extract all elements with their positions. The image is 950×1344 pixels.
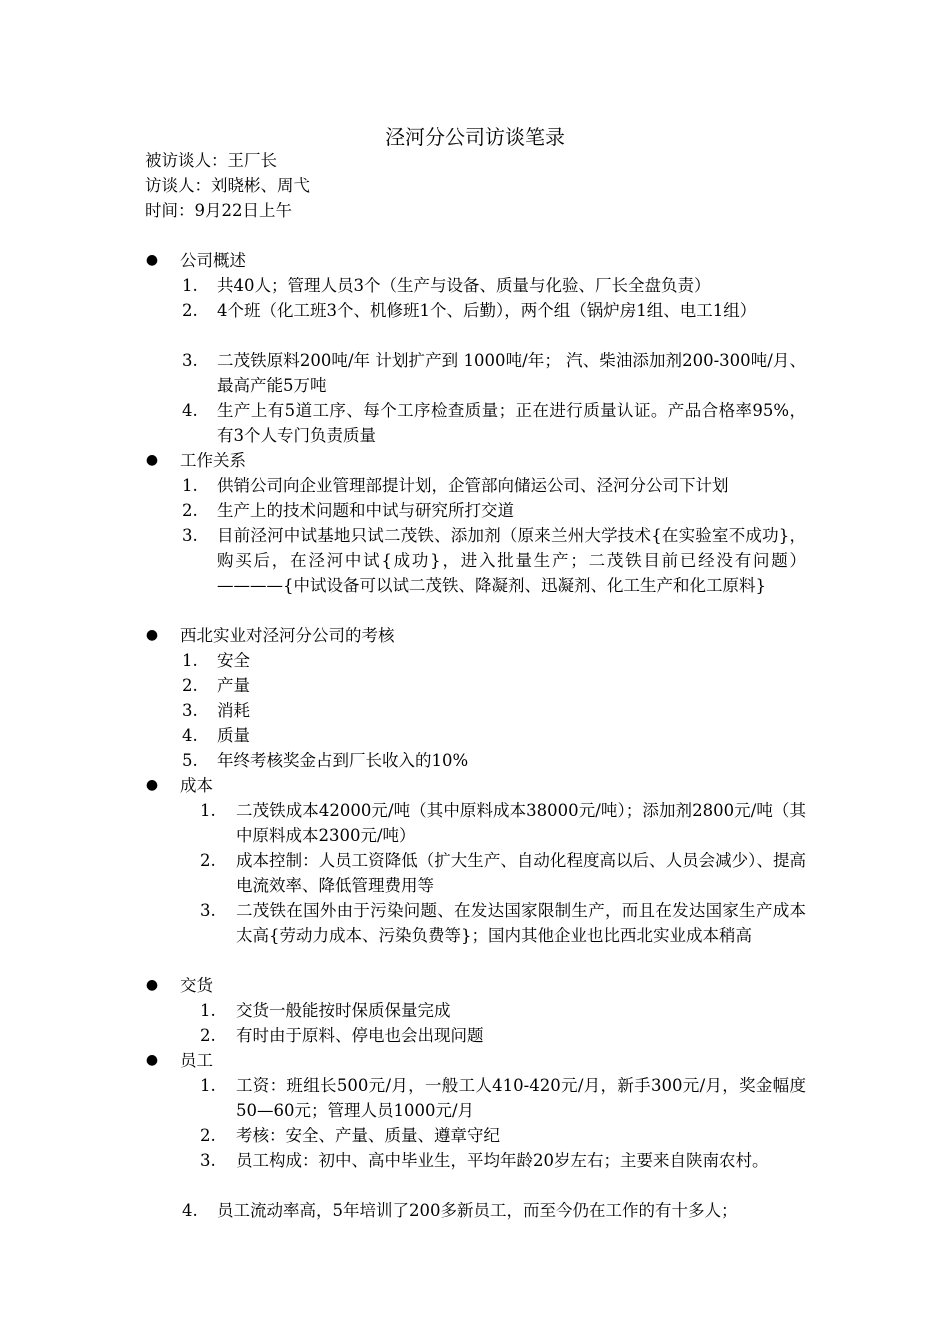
item-text: 安全: [217, 651, 250, 670]
item-number: 4.: [182, 726, 198, 745]
item-number: 1.: [182, 651, 198, 670]
item-number: 3.: [200, 1151, 216, 1170]
item-text: 有时由于原料、停电也会出现问题: [236, 1026, 484, 1045]
item-number: 3.: [200, 901, 216, 920]
item-text: 生产上的技术问题和中试与研究所打交道: [217, 501, 514, 520]
item-text: 4个班（化工班3个、机修班1个、后勤），两个组（锅炉房1组、电工1组）: [217, 301, 757, 320]
bullet-icon: ●: [145, 452, 159, 468]
item-number: 3.: [182, 351, 198, 370]
item-text: 考核：安全、产量、质量、遵章守纪: [236, 1126, 500, 1145]
item-number: 3.: [182, 526, 198, 545]
item-number: 2.: [200, 1126, 216, 1145]
item-number: 1.: [200, 801, 216, 820]
item-text: 员工构成：初中、高中毕业生，平均年龄20岁左右；主要来自陕南农村。: [236, 1151, 769, 1170]
section-label: 工作关系: [180, 451, 246, 470]
item-text: 二茂铁成本42000元/吨（其中原料成本38000元/吨）；添加剂2800元/吨（其中原料成本2300元/吨）: [236, 801, 806, 845]
item-number: 2.: [200, 1026, 216, 1045]
item-text: 目前泾河中试基地只试二茂铁、添加剂（原来兰州大学技术{在实验室不成功}，购买后，在泾河中试{成功}，进入批量生产；二茂铁目前已经没有问题）————{中试设备可以试二茂铁、降凝剂、迅凝剂、化工生产和化工原料}: [217, 526, 806, 595]
section-label: 成本: [180, 776, 213, 795]
item-text: 员工流动率高，5年培训了200多新员工，而至今仍在工作的有十多人；: [217, 1201, 738, 1220]
item-text: 生产上有5道工序、每个工序检查质量；正在进行质量认证。产品合格率95%，有3个人专门负责质量: [217, 401, 806, 445]
section-label: 公司概述: [180, 251, 246, 270]
item-text: 工资：班组长500元/月，一般工人410-420元/月，新手300元/月，奖金幅度50—60元；管理人员1000元/月: [236, 1076, 806, 1120]
item-text: 产量: [217, 676, 250, 695]
item-number: 1.: [182, 276, 198, 295]
item-text: 供销公司向企业管理部提计划，企管部向储运公司、泾河分公司下计划: [217, 476, 729, 495]
bullet-icon: ●: [145, 777, 159, 793]
page-title: 泾河分公司访谈笔录: [385, 125, 565, 149]
item-number: 4.: [182, 1201, 198, 1220]
bullet-icon: ●: [145, 1052, 159, 1068]
item-number: 1.: [182, 476, 198, 495]
item-number: 3.: [182, 701, 198, 720]
item-text: 年终考核奖金占到厂长收入的10%: [217, 751, 469, 770]
item-text: 成本控制：人员工资降低（扩大生产、自动化程度高以后、人员会减少）、提高电流效率、降低管理费用等: [236, 851, 806, 895]
item-number: 4.: [182, 401, 198, 420]
bullet-icon: ●: [145, 252, 159, 268]
bullet-icon: ●: [145, 627, 159, 643]
interviewee-line: 被访谈人：王厂长: [145, 151, 277, 170]
item-text: 二茂铁原料200吨/年 计划扩产到 1000吨/年； 汽、柴油添加剂200-300吨/月、最高产能5万吨: [217, 351, 806, 395]
item-number: 1.: [200, 1001, 216, 1020]
item-number: 2.: [182, 501, 198, 520]
item-number: 2.: [182, 676, 198, 695]
bullet-icon: ●: [145, 977, 159, 993]
item-text: 二茂铁在国外由于污染问题、在发达国家限制生产，而且在发达国家生产成本太高{劳动力成本、污染负费等}；国内其他企业也比西北实业成本稍高: [236, 901, 806, 945]
item-text: 质量: [217, 726, 250, 745]
item-text: 交货一般能按时保质保量完成: [236, 1001, 451, 1020]
section-label: 交货: [180, 976, 213, 995]
interviewer-line: 访谈人：刘晓彬、周弋: [145, 176, 310, 195]
item-number: 2.: [200, 851, 216, 870]
item-number: 5.: [182, 751, 198, 770]
item-number: 2.: [182, 301, 198, 320]
time-line: 时间：9月22日上午: [145, 201, 292, 220]
item-number: 1.: [200, 1076, 216, 1095]
section-label: 西北实业对泾河分公司的考核: [180, 626, 395, 645]
item-text: 消耗: [217, 701, 250, 720]
section-label: 员工: [180, 1051, 213, 1070]
item-text: 共40人；管理人员3个（生产与设备、质量与化验、厂长全盘负责）: [217, 276, 711, 295]
